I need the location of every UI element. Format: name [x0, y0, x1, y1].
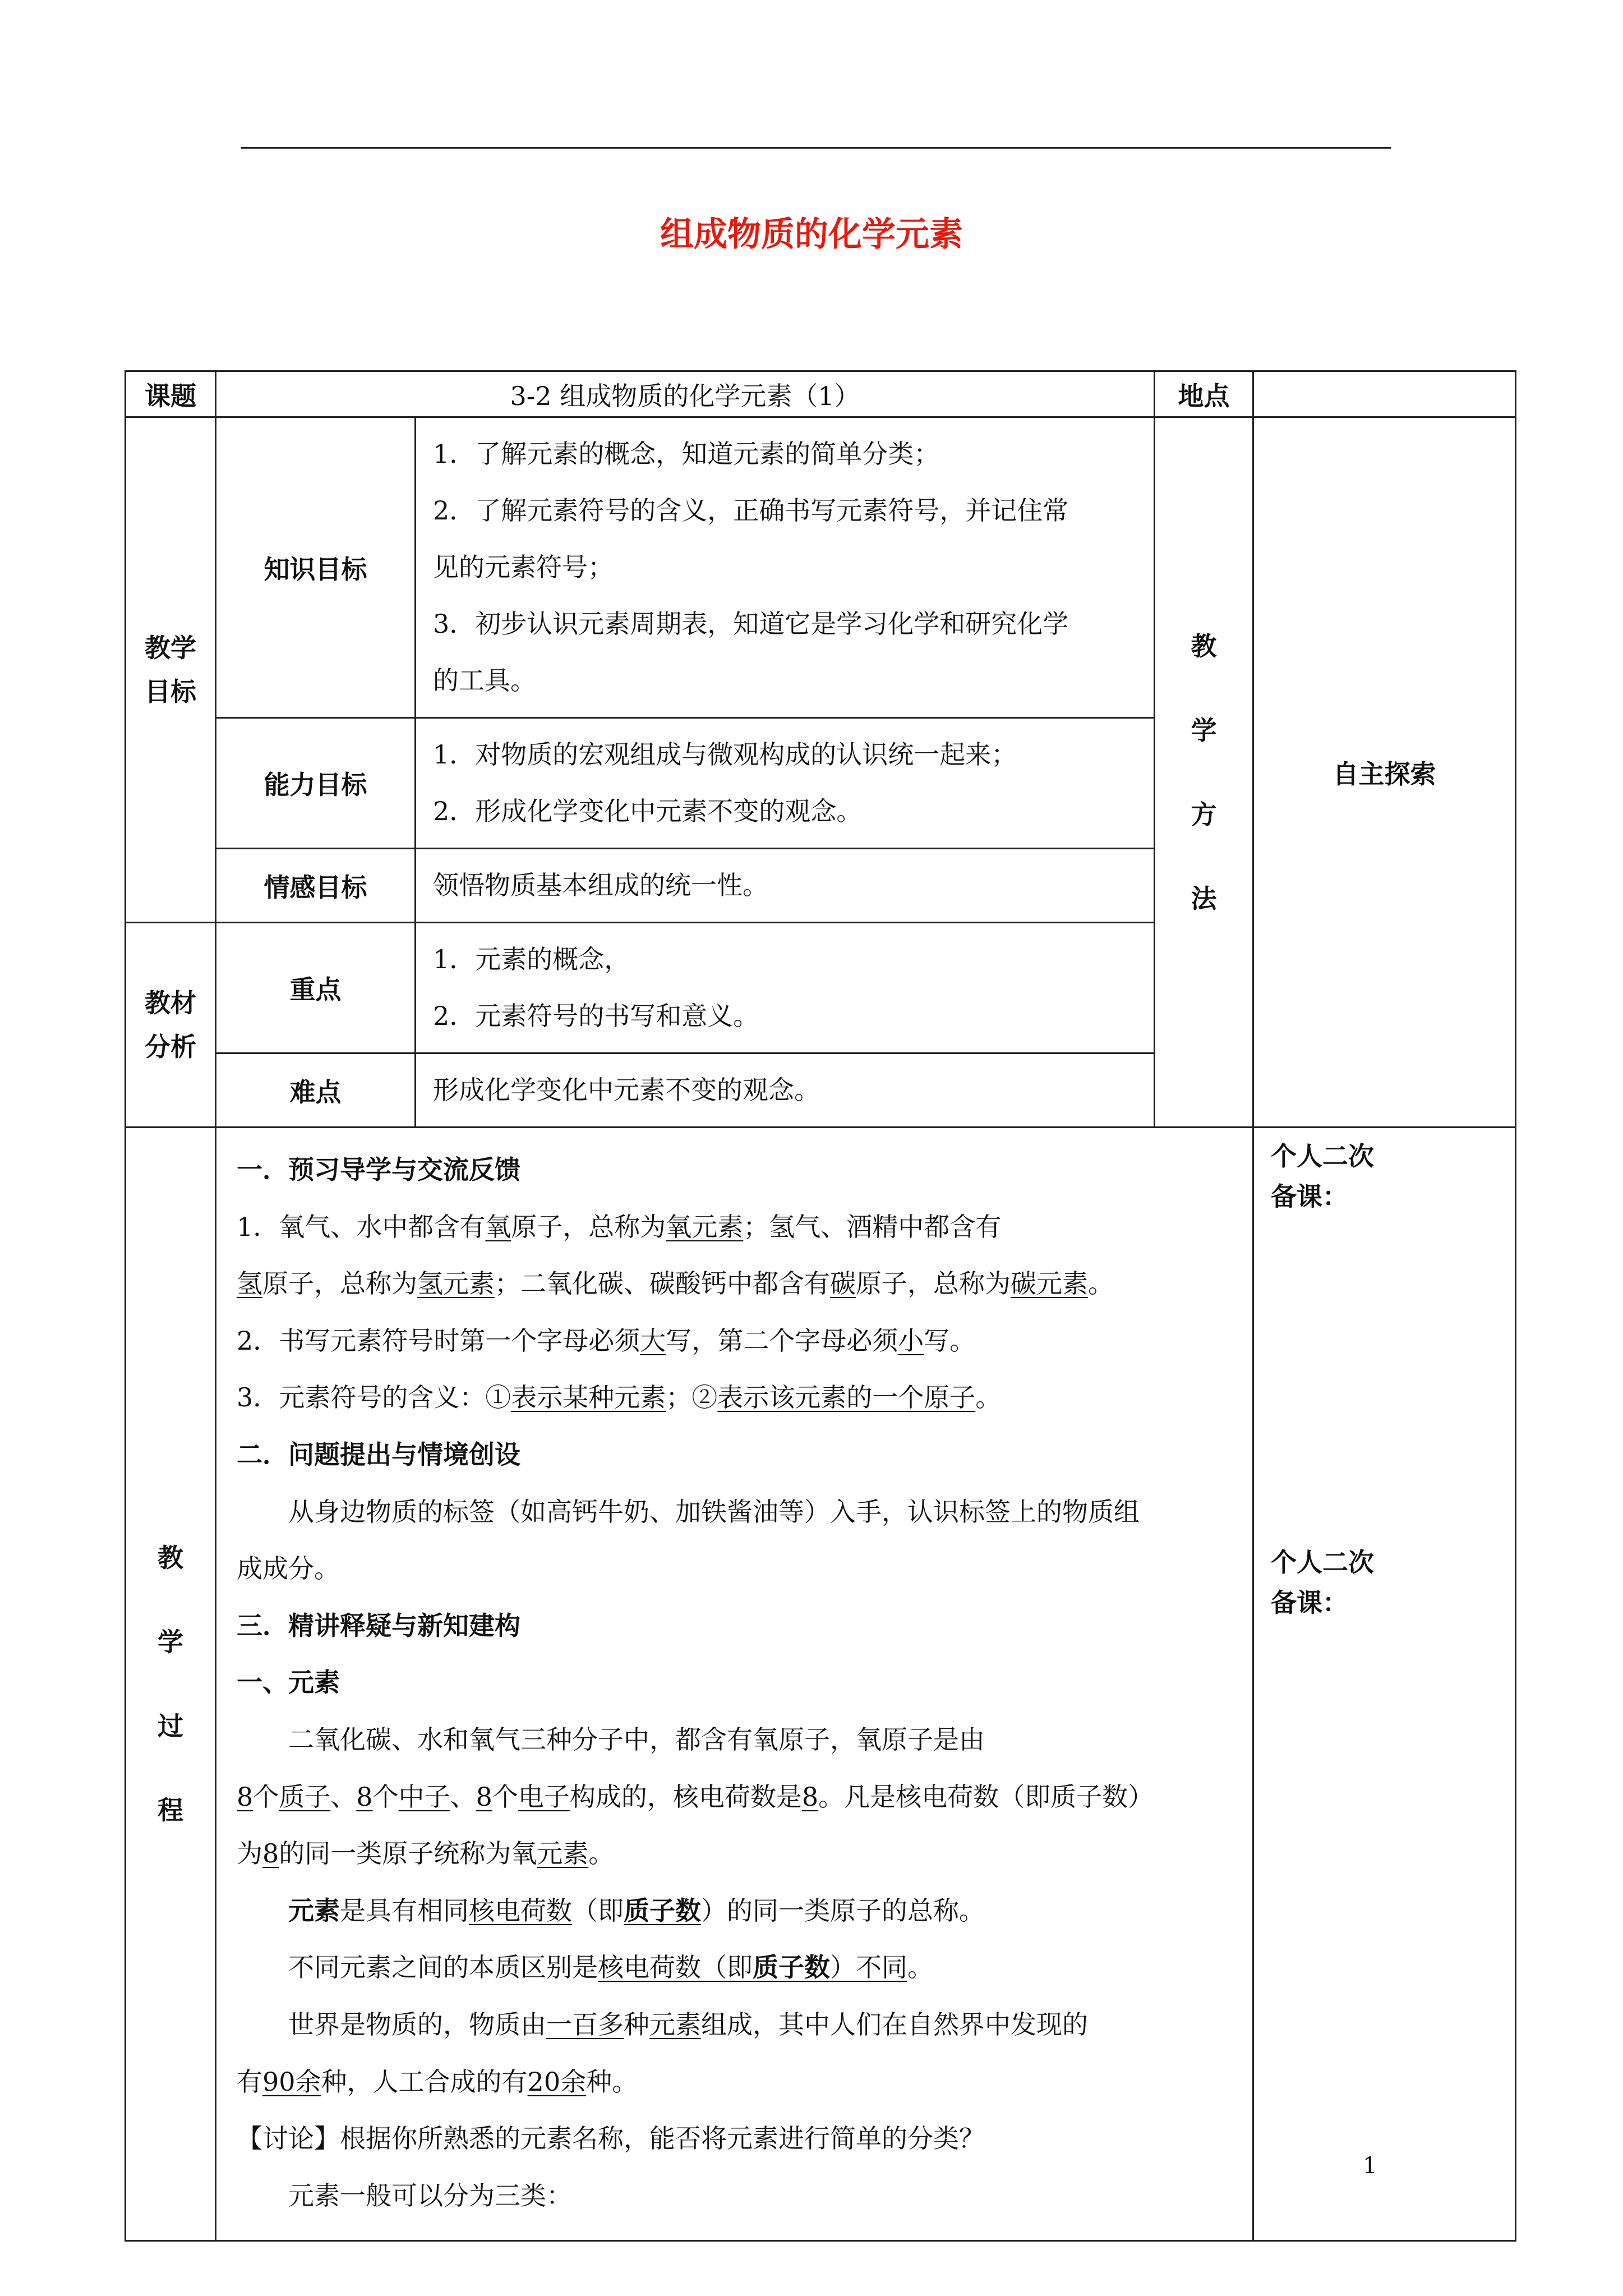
page-number: 1: [1363, 2153, 1377, 2179]
text-line: 成成分。: [237, 1553, 340, 1584]
text-line: 不同元素之间的本质区别是核电荷数（即质子数）不同。: [288, 1952, 933, 1983]
text-line: 有90余种，人工合成的有20余种。: [237, 2066, 638, 2097]
teaching-method-label: 教 学 方 法: [1155, 417, 1253, 1128]
emotion-goal-label: 情感目标: [216, 849, 416, 923]
personal-notes-column: 个人二次 备课： 个人二次 备课：: [1253, 1128, 1516, 2241]
text-line: 氢原子，总称为氢元素；二氧化碳、碳酸钙中都含有碳原子，总称为碳元素。: [237, 1268, 1114, 1299]
objectives-label: 教学 目标: [126, 417, 216, 923]
text-line: 为8的同一类原子统称为氧元素。: [237, 1838, 615, 1869]
ability-goal-label: 能力目标: [216, 718, 416, 849]
text-line: 【讨论】根据你所熟悉的元素名称，能否将元素进行简单的分类？: [237, 2123, 985, 2154]
difficult-points-label: 难点: [216, 1053, 416, 1128]
topic-value: 3-2 组成物质的化学元素（1）: [216, 371, 1155, 417]
key-points-content: 1．元素的概念， 2．元素符号的书写和意义。: [416, 923, 1155, 1053]
section-heading: 二．问题提出与情境创设: [237, 1439, 520, 1470]
text-line: 世界是物质的，物质由一百多种元素组成，其中人们在自然界中发现的: [288, 2009, 1088, 2040]
emotion-goal-content: 领悟物质基本组成的统一性。: [416, 849, 1155, 923]
knowledge-goal-content: 1．了解元素的概念，知道元素的简单分类； 2．了解元素符号的含义，正确书写元素符号，并记住常 见的元素符号； 3．初步认识元素周期表，知道它是学习化学和研究化学 的工具。: [416, 417, 1155, 718]
document-title: 组成物质的化学元素: [660, 215, 963, 254]
location-label: 地点: [1155, 371, 1253, 417]
section-heading: 一、元素: [237, 1667, 340, 1698]
topic-label: 课题: [126, 371, 216, 417]
analysis-label: 教材 分析: [126, 923, 216, 1128]
text-line: 元素一般可以分为三类：: [288, 2180, 572, 2211]
difficult-points-content: 形成化学变化中元素不变的观念。: [416, 1053, 1155, 1128]
ability-goal-content: 1．对物质的宏观组成与微观构成的认识统一起来； 2．形成化学变化中元素不变的观念。: [416, 718, 1155, 849]
key-points-label: 重点: [216, 923, 416, 1053]
knowledge-goal-label: 知识目标: [216, 417, 416, 718]
section-heading: 一．预习导学与交流反馈: [237, 1154, 520, 1185]
lesson-plan-table: [125, 370, 1516, 2242]
text-line: 元素是具有相同核电荷数（即质子数）的同一类原子的总称。: [288, 1895, 985, 1926]
text-line: 3．元素符号的含义：①表示某种元素；②表示该元素的一个原子。: [237, 1382, 1002, 1413]
text-line: 1．氧气、水中都含有氧原子，总称为氧元素；氢气、酒精中都含有: [237, 1211, 1002, 1242]
teaching-method-value: 自主探索: [1253, 417, 1516, 1128]
section-heading: 三．精讲释疑与新知建构: [237, 1610, 520, 1641]
text-line: 2．书写元素符号时第一个字母必须大写，第二个字母必须小写。: [237, 1325, 976, 1356]
text-line: 从身边物质的标签（如高钙牛奶、加铁酱油等）入手，认识标签上的物质组: [288, 1496, 1140, 1527]
teaching-process-content: [216, 1128, 1253, 2241]
header-rule: [241, 147, 1391, 149]
text-line: 8个质子、8个中子、8个电子构成的，核电荷数是8。凡是核电荷数（即质子数）: [237, 1781, 1154, 1812]
location-value: [1253, 371, 1516, 417]
process-label: 教 学 过 程: [126, 1128, 216, 2241]
text-line: 二氧化碳、水和氧气三种分子中，都含有氧原子，氧原子是由: [288, 1724, 985, 1755]
